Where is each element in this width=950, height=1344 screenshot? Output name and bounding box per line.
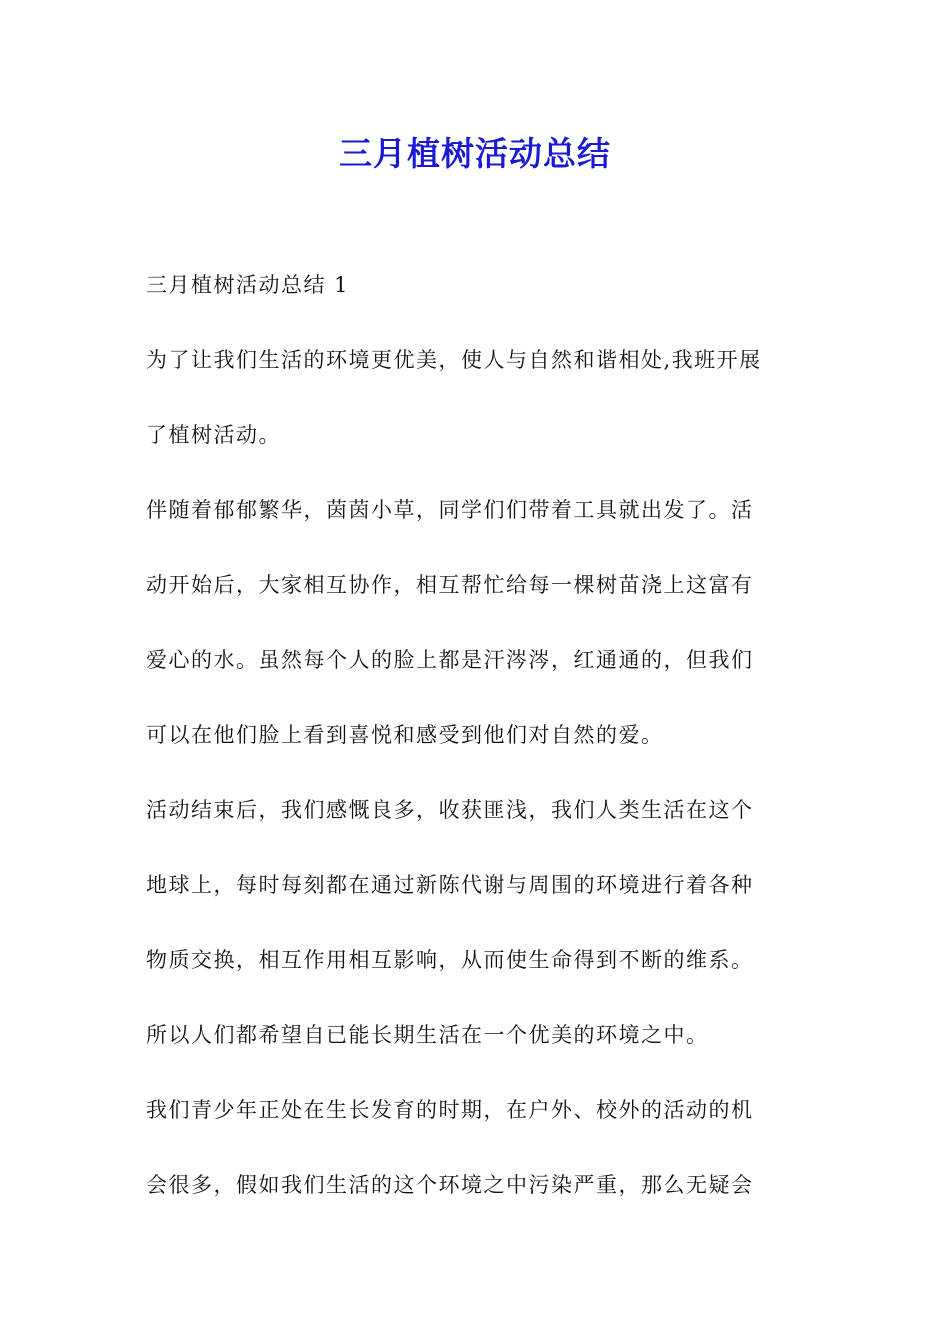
document-title: 三月植树活动总结 [339,134,611,173]
text-line: 所以人们都希望自已能长期生活在一个优美的环境之中。 [146,1023,709,1047]
text-line: 爱心的水。虽然每个人的脸上都是汗涔涔，红通通的，但我们 [146,648,754,672]
text-line: 动开始后，大家相互协作，相互帮忙给每一棵树苗浇上这富有 [146,573,754,597]
section-heading: 三月植树活动总结 1 [146,273,350,297]
text-line: 可以在他们脸上看到喜悦和感受到他们对自然的爱。 [146,723,664,747]
document-body [146,265,811,1240]
text-line: 地球上，每时每刻都在通过新陈代谢与周围的环境进行着各种 [146,873,754,897]
text-line: 为了让我们生活的环境更优美，使人与自然和谐相处,我班开展 [146,348,762,372]
text-line: 物质交换，相互作用相互影响，从而使生命得到不断的维系。 [146,948,754,972]
text-line: 活动结束后，我们感慨良多，收获匪浅，我们人类生活在这个 [146,798,754,822]
text-line: 伴随着郁郁繁华，茵茵小草，同学们们带着工具就出发了。活 [146,498,754,522]
text-line: 会很多，假如我们生活的这个环境之中污染严重，那么无疑会 [146,1173,754,1197]
text-line: 了植树活动。 [146,423,281,447]
text-line: 我们青少年正处在生长发育的时期，在户外、校外的活动的机 [146,1098,754,1122]
